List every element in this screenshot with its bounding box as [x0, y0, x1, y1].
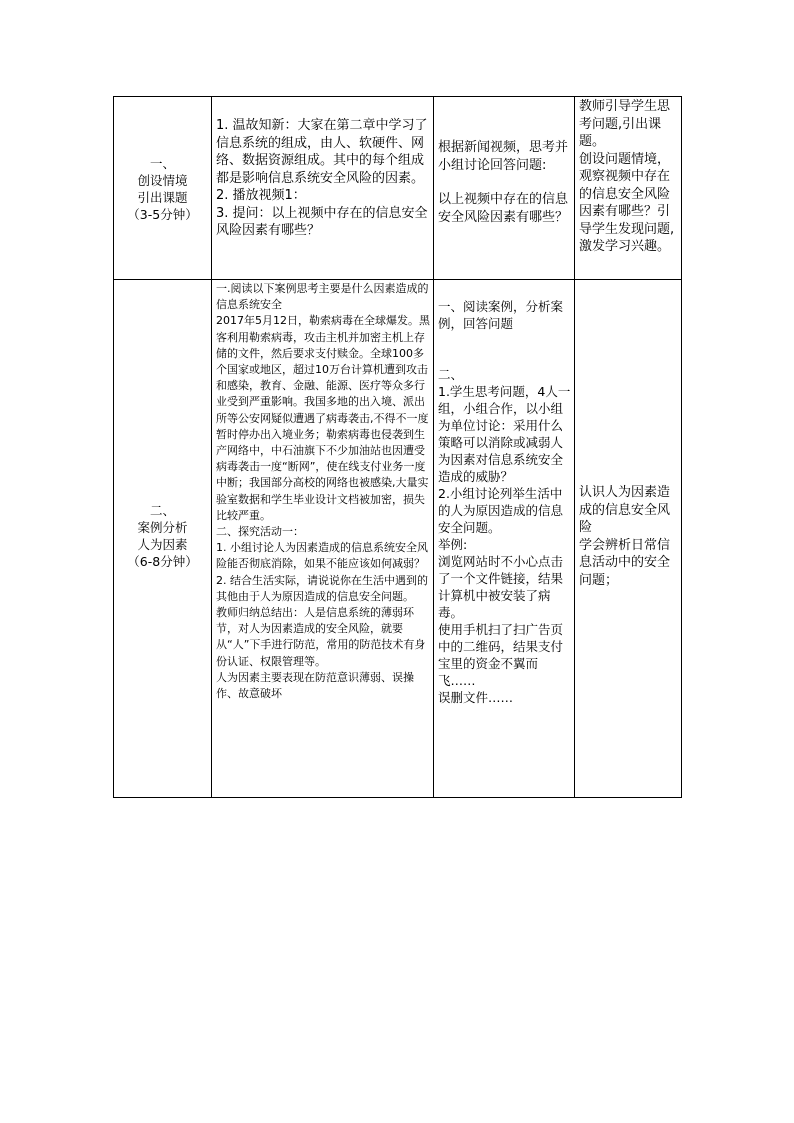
teacher-step: 3. 提问：以上视频中存在的信息安全风险因素有哪些？	[216, 205, 428, 238]
table-row	[114, 280, 682, 798]
activity-question: 2. 结合生活实际，请说说你在生活中遇到的其他由于人为原因造成的信息安全问题。	[216, 573, 428, 603]
intent-text: 学会辨析日常信息活动中的安全问题；	[579, 537, 671, 588]
lesson-plan-table	[113, 96, 682, 798]
student-step: 2.小组讨论列举生活中的人为原因造成的信息安全问题。	[438, 486, 564, 535]
design-intent-cell	[575, 280, 682, 798]
student-activity-cell	[434, 280, 575, 798]
student-activity-cell	[434, 97, 575, 280]
case-question: 一.阅读以下案例思考主要是什么因素造成的信息系统安全	[216, 282, 429, 312]
student-step: 举例:	[438, 537, 468, 552]
student-step: 浏览网站时不小心点击了一个文件链接，结果计算机中被安装了病毒。	[438, 554, 564, 620]
student-step: 误删文件……	[438, 690, 514, 705]
teacher-summary: 人为因素主要表现在防范意识薄弱、误操作、故意破坏	[216, 670, 414, 701]
stage-label: 一、 创设情境 引出课题 （3-5分钟）	[127, 156, 198, 222]
teacher-activity-cell	[212, 97, 434, 280]
teacher-summary: 教师归纳总结出：人是信息系统的薄弱环节，对人为因素造成的安全风险，就要从“人”下手进行防范，常用的防范技术有身份认证、权限管理等。	[216, 606, 426, 668]
table-row	[114, 97, 682, 280]
student-step: 一、阅读案例，分析案例，回答问题	[438, 299, 564, 331]
design-intent-cell	[575, 97, 682, 280]
stage-cell	[114, 97, 212, 280]
stage-label: 二、 案例分析 人为因素 （6-8分钟）	[127, 503, 198, 569]
teacher-activity-cell	[212, 280, 434, 798]
student-step: 使用手机扫了扫广告页中的二维码，结果支付宝里的资金不翼而飞……	[438, 622, 564, 688]
activity-question: 1. 小组讨论人为因素造成的信息系统安全风险能否彻底消除，如果不能应该如何减弱？	[216, 541, 428, 571]
case-text: 2017年5月12日，勒索病毒在全球爆发。黑客利用勒索病毒，攻击主机并加密主机上存储的文件，然后要求支付赎金。全球100多个国家或地区，超过10万台计算机遭到攻击和感染，教育、金融、能源、医疗等众多行业受到严重影响。我国多地的出入境、派出所等公安网疑似遭遇了病毒袭击,不得不一度暂时停办出入境业务；勒索病毒也侵袭到生产网络中，中石油旗下不少加油站也因遭受病毒袭击一度“断网”，使在线支付业务一度中断；我国部分高校的网络也被感染,大量实验室数据和学生毕业设计文档被加密，损失比较严重。	[216, 314, 430, 522]
intent-text: 教师引导学生思考问题,引出课题。	[579, 99, 671, 149]
student-step: 根据新闻视频，思考并小组讨论回答问题:	[438, 140, 569, 173]
activity-heading: 二、探究活动一：	[216, 525, 304, 539]
teacher-step: 2. 播放视频1：	[216, 188, 306, 203]
student-step: 二、	[438, 367, 464, 382]
student-step: 以上视频中存在的信息安全风险因素有哪些？	[438, 192, 569, 225]
student-step: 1.学生思考问题，4人一组，小组合作，以小组为单位讨论：采用什么策略可以消除或减弱人为因素对信息系统安全造成的威胁？	[438, 384, 571, 484]
stage-cell	[114, 280, 212, 798]
intent-text: 创设问题情境，观察视频中存在的信息安全风险因素有哪些？引导学生发现问题,激发学习兴趣。	[579, 151, 675, 254]
intent-text: 认识人为因素造成的信息安全风险	[579, 485, 671, 535]
teacher-step: 1. 温故知新：大家在第二章中学习了信息系统的组成，由人、软硬件、网络、数据资源组成。其中的每个组成都是影响信息系统安全风险的因素。	[216, 118, 428, 186]
